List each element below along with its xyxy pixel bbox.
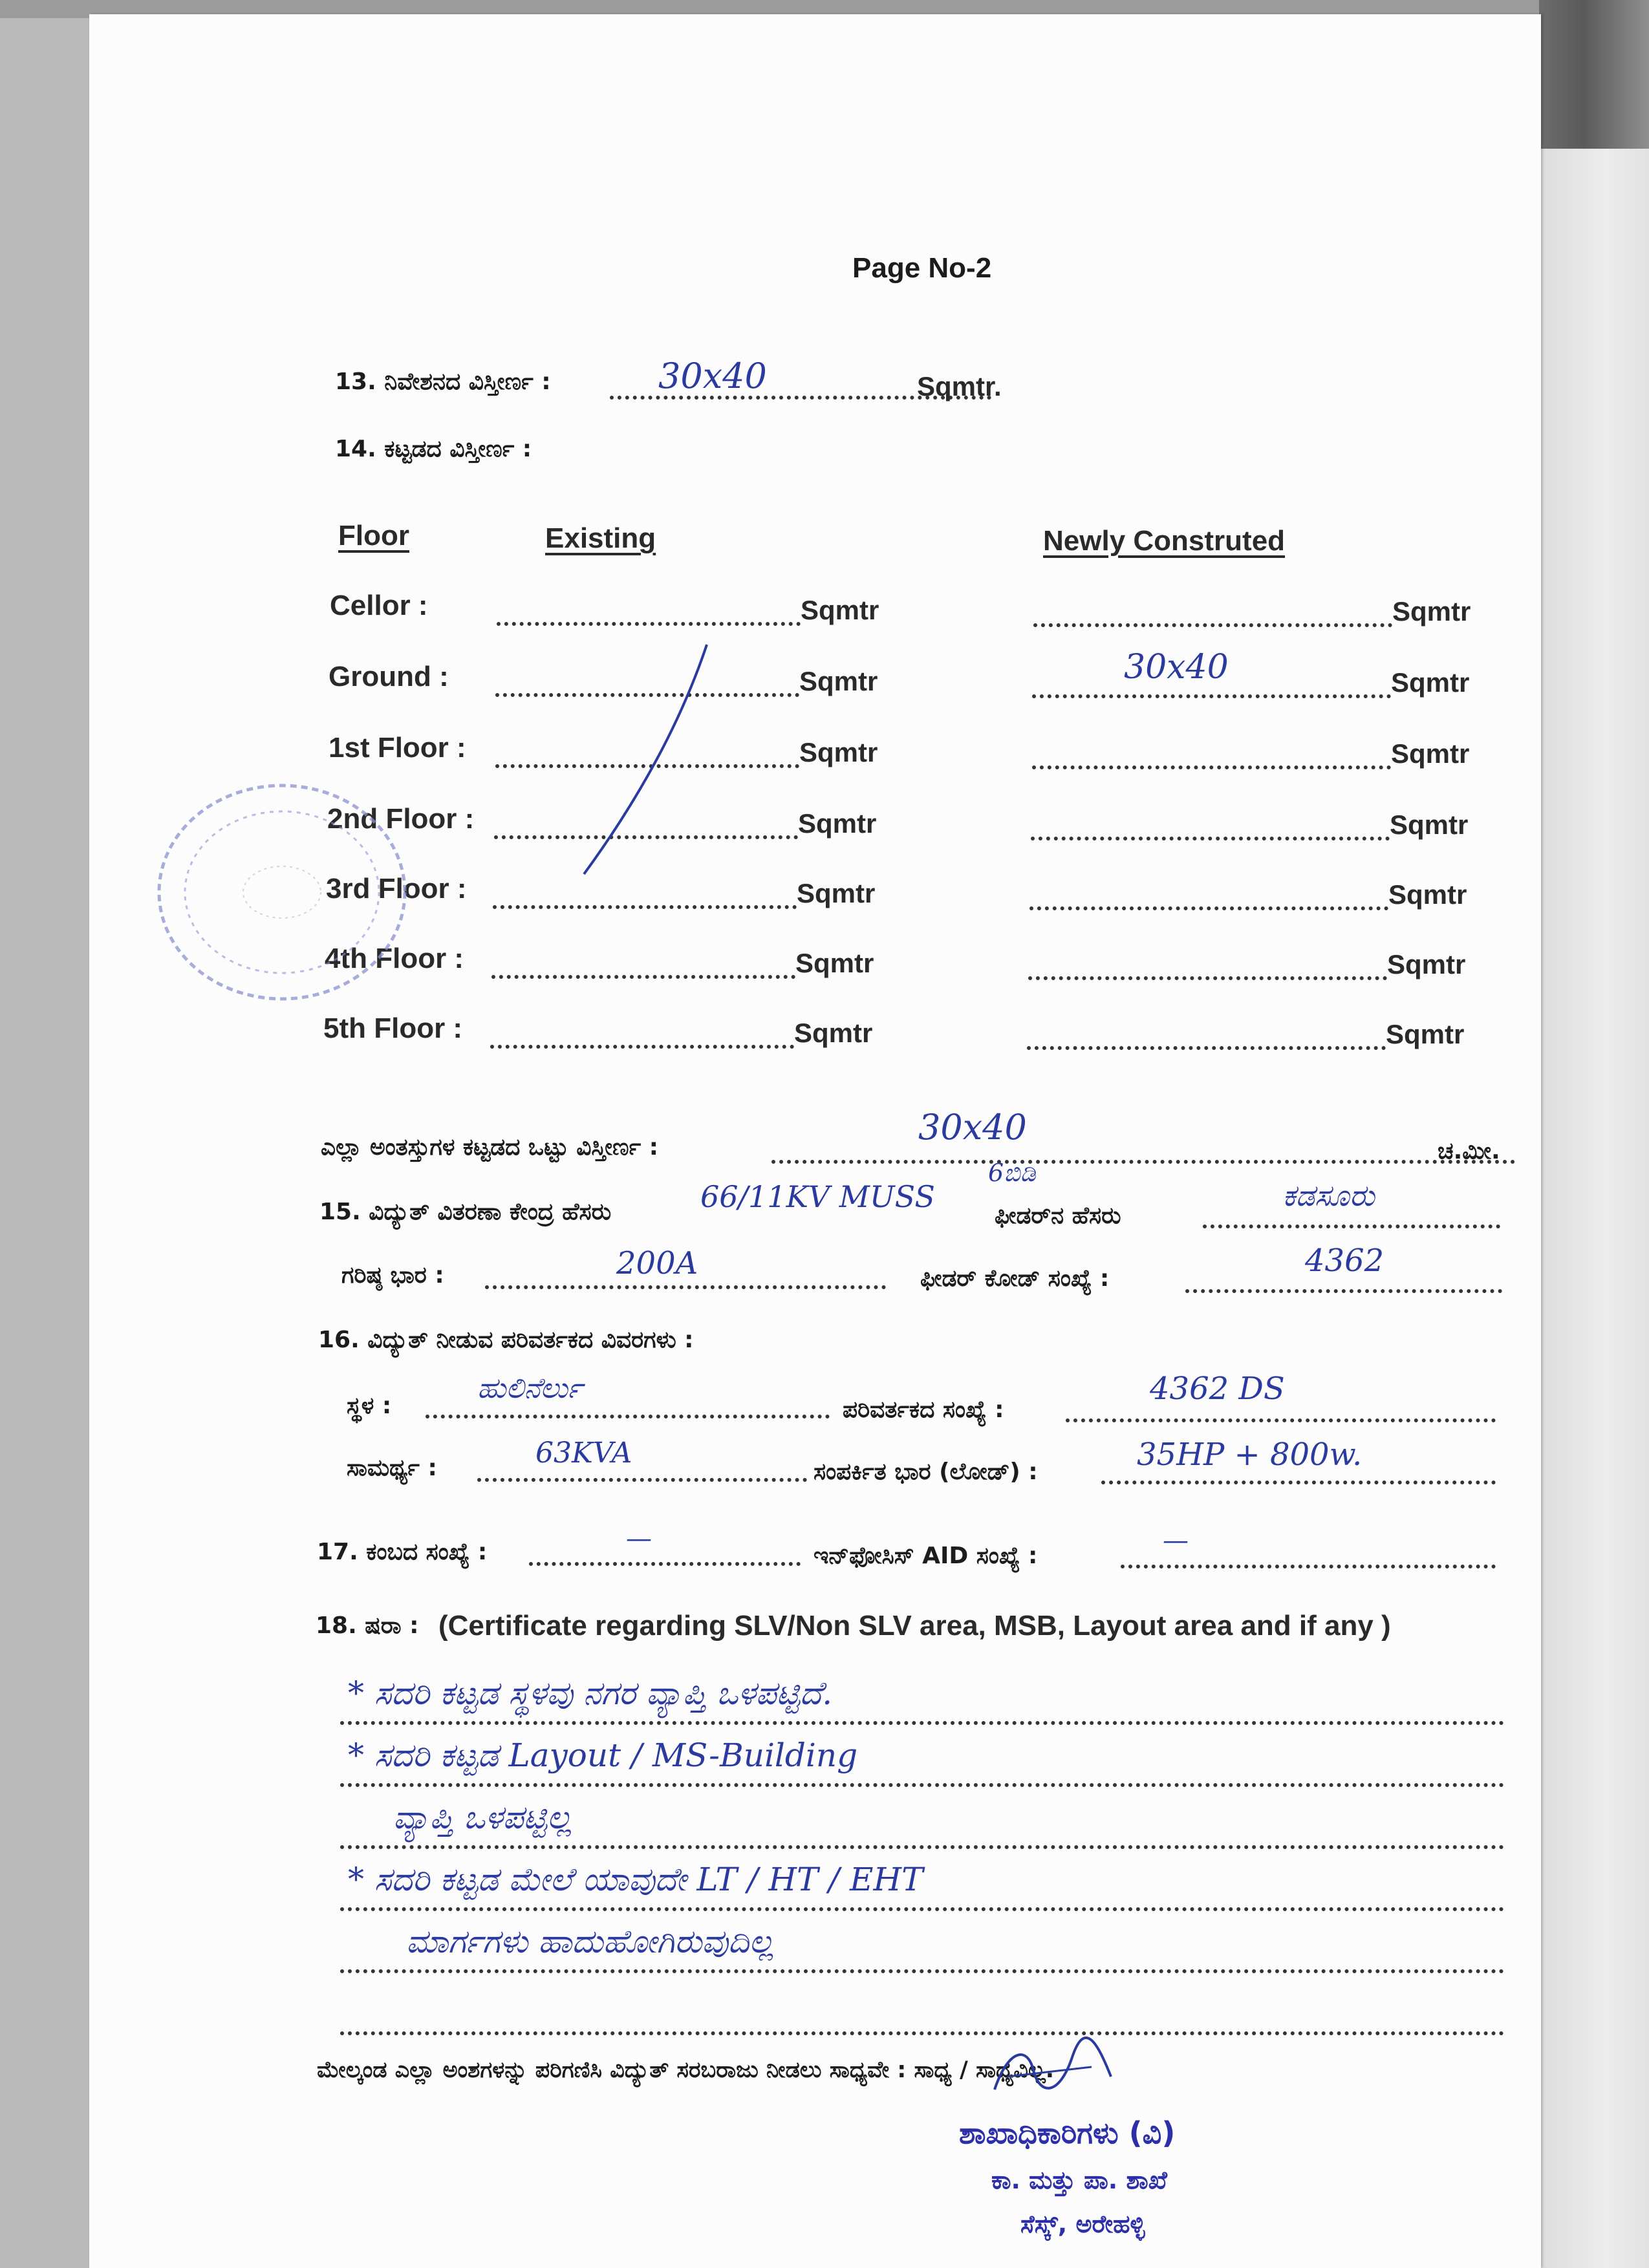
total-area-label: ಎಲ್ಲಾ ಅಂತಸ್ತುಗಳ ಕಟ್ಟಡದ ಒಟ್ಟು ವಿಸ್ತೀರ್ಣ : [321,1134,659,1161]
feeder-name-top-value: 6ಬಿಡಿ [988,1159,1036,1187]
tc-number-dotted-line [1066,1418,1496,1422]
new-unit: Sqmtr [1391,667,1470,698]
feeder-name-value: ಕಡಸೂರು [1282,1178,1375,1213]
signatory-section: ಕಾ. ಮತ್ತು ಪಾ. ಶಾಖೆ [991,2166,1167,2194]
floor-row-label: 3rd Floor : [326,873,467,904]
floor-row-label: 1st Floor : [329,732,466,764]
existing-unit: Sqmtr [799,666,878,696]
office-seal [146,769,418,1015]
remark-line [340,1845,1504,1849]
place-label: ಸ್ಥಳ : [347,1393,392,1419]
document-page [89,14,1541,2268]
feeder-code-value: 4362 [1305,1243,1385,1279]
item13-label: 13. ನಿವೇಶನದ ವಿಸ್ತೀರ್ಣ : [335,369,551,395]
page-number-title: Page No-2 [852,252,992,284]
remark-line [340,1907,1504,1911]
capacity-dotted-line [477,1478,807,1482]
ground-new-value: 30x40 [1124,648,1229,687]
existing-unit: Sqmtr [795,948,874,978]
item13-unit: Sqmtr. [917,371,1002,401]
remark-line [340,1783,1504,1787]
header-floor: Floor [338,520,409,551]
tc-number-label: ಪರಿವರ್ತಕದ ಸಂಖ್ಯೆ : [843,1396,1004,1423]
floor-row-label: 4th Floor : [325,943,464,974]
signatory-office: ಸೆಸ್ಕ್, ಅರೇಹಳ್ಳಿ [1020,2210,1145,2238]
remark-line [340,2031,1504,2035]
existing-unit: Sqmtr [798,808,877,839]
tc-number-value: 4362 DS [1150,1371,1285,1407]
station-name-value: 66/11KV MUSS [700,1179,935,1214]
remark-3: ವ್ಯಾಪ್ತಿ ಒಳಪಟ್ಟಿಲ್ಲ [393,1799,572,1836]
floor-row-label: Cellor : [330,590,428,621]
pole-number-dotted-line [529,1562,801,1566]
new-unit: Sqmtr [1386,1019,1465,1049]
max-load-dotted-line [485,1285,886,1289]
remark-line [340,1969,1504,1973]
existing-unit: Sqmtr [794,1018,873,1048]
existing-unit: Sqmtr [797,878,876,908]
remark-4: * ಸದರಿ ಕಟ್ಟಡ ಮೇಲೆ ಯಾವುದೇ LT / HT / EHT [348,1861,923,1898]
feeder-code-label: ಫೀಡರ್ ಕೋಡ್ ಸಂಖ್ಯೆ : [920,1265,1110,1292]
remark-line [340,1721,1504,1725]
connected-load-value: 35HP + 800w. [1137,1437,1363,1473]
item15-label: 15. ವಿದ್ಯುತ್ ವಿತರಣಾ ಕೇಂದ್ರ ಹೆಸರು [319,1199,612,1225]
item14-label: 14. ಕಟ್ಟಡದ ವಿಸ್ತೀರ್ಣ : [335,436,532,462]
connected-load-dotted-line [1101,1481,1496,1484]
feeder-code-dotted-line [1185,1289,1502,1293]
existing-unit: Sqmtr [799,737,878,767]
underlying-page-strip [1539,149,1649,2268]
total-area-dotted-line [771,1160,1515,1164]
floor-row-label: 2nd Floor : [327,803,475,835]
new-unit: Sqmtr [1390,809,1469,840]
remark-2: * ಸದರಿ ಕಟ್ಟಡ Layout / MS-Building [348,1737,858,1774]
signatory-designation: ಶಾಖಾಧಿಕಾರಿಗಳು (ವಿ) [959,2115,1176,2150]
aid-number-dotted-line [1121,1565,1496,1568]
new-unit: Sqmtr [1392,596,1471,626]
aid-number-value: — [1163,1526,1189,1556]
item18-note: (Certificate regarding SLV/Non SLV area, MSB, Layout area and if any ) [438,1610,1391,1642]
header-existing: Existing [545,522,656,554]
conclusion-text: ಮೇಲ್ಕಂಡ ಎಲ್ಲಾ ಅಂಶಗಳನ್ನು ಪರಿಗಣಿಸಿ ವಿದ್ಯುತ್ ಸರಬರಾಜು ನೀಡಲು ಸಾಧ್ಯವೇ : ಸಾಧ್ಯ / ಸಾಧ್ಯವಿಲ್ಲ. [317,2057,1055,2083]
capacity-label: ಸಾಮರ್ಥ್ಯ : [347,1455,437,1481]
max-load-label: ಗರಿಷ್ಠ ಭಾರ : [341,1262,444,1289]
place-dotted-line [426,1415,830,1418]
feeder-name-dotted-line [1203,1225,1500,1228]
connected-load-label: ಸಂಪರ್ಕಿತ ಭಾರ (ಲೋಡ್) : [814,1459,1038,1485]
total-area-unit: ಚ.ಮೀ. [1438,1138,1500,1164]
feeder-name-label: ಫೀಡರ್‌ನ ಹೆಸರು [995,1203,1121,1229]
remark-1: * ಸದರಿ ಕಟ್ಟಡ ಸ್ಥಳವು ನಗರ ವ್ಯಾಪ್ತಿ ಒಳಪಟ್ಟಿದೆ. [348,1674,833,1712]
floor-row-label: 5th Floor : [323,1012,463,1044]
new-unit: Sqmtr [1387,949,1466,979]
capacity-value: 63KVA [535,1437,632,1470]
aid-number-label: ಇನ್‌ಫೋಸಿಸ್ AID ಸಂಖ್ಯೆ : [814,1543,1038,1569]
place-value: ಹುಲಿನೆರ್ಲು [477,1372,583,1405]
item18-label: 18. ಷರಾ : [316,1612,419,1639]
signature [982,2031,1124,2109]
item16-label: 16. ವಿದ್ಯುತ್ ನೀಡುವ ಪರಿವರ್ತಕದ ವಿವರಗಳು : [318,1327,694,1353]
existing-unit: Sqmtr [801,595,879,625]
pole-number-value: — [626,1524,652,1554]
remark-5: ಮಾರ್ಗಗಳು ಹಾದುಹೋಗಿರುವುದಿಲ್ಲ [406,1923,774,1960]
header-newly-constructed: Newly Construted [1043,525,1286,557]
total-area-value: 30x40 [918,1107,1027,1148]
new-unit: Sqmtr [1388,879,1467,910]
existing-column-strike [89,14,1541,2268]
floor-row-label: Ground : [329,661,449,692]
item17-label: 17. ಕಂಬದ ಸಂಖ್ಯೆ : [317,1539,488,1565]
new-unit: Sqmtr [1391,738,1470,769]
item13-value: 30x40 [658,356,767,396]
max-load-value: 200A [616,1245,698,1281]
